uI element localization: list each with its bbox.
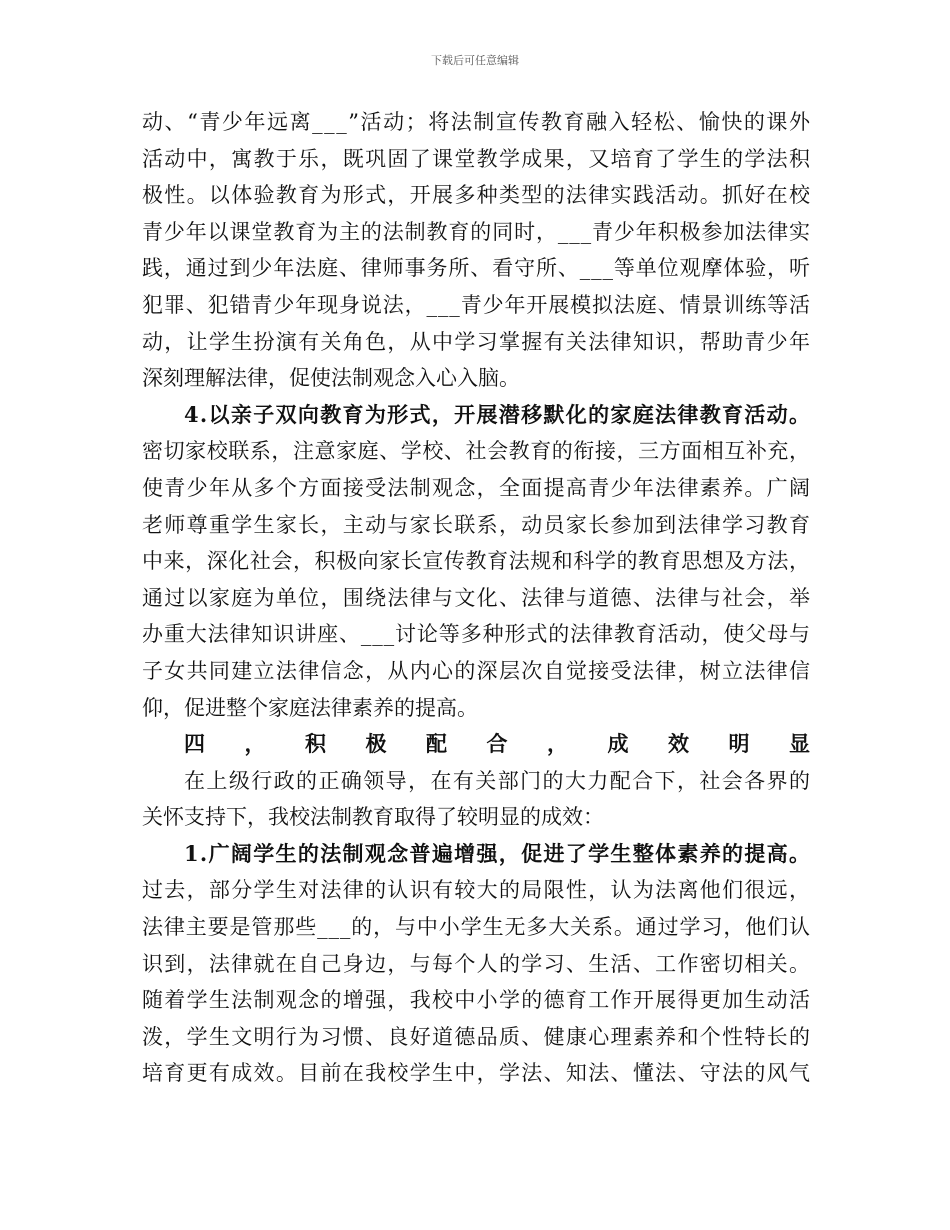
body-text-line: 仰，促进整个家庭法律素养的提高。 <box>142 695 478 720</box>
body-text-line: 过去，部分学生对法律的认识有较大的局限性，认为法离他们很远， <box>142 878 812 903</box>
body-text-line: 法律主要是管那些___的，与中小学生无多大关系。通过学习，他们认 <box>142 915 811 940</box>
body-text-line: 中来，深化社会，积极向家长宣传教育法规和科学的教育思想及方法， <box>142 549 811 574</box>
body-text-line: 青少年以课堂教育为主的法制教育的同时，___青少年积极参加法律实 <box>142 219 811 244</box>
body-text-line: 关怀支持下，我校法制教育取得了较明显的成效： <box>142 805 604 830</box>
body-text-line: 通过以家庭为单位，围绕法律与文化、法律与道德、法律与社会，举 <box>142 585 812 610</box>
section-heading-line: 1.广阔学生的法制观念普遍增强，促进了学生整体素养的提高。 <box>184 840 812 866</box>
body-text-line: 办重大法律知识讲座、___讨论等多种形式的法律教育活动，使父母与 <box>142 622 811 647</box>
body-text-line: 培育更有成效。目前在我校学生中，学法、知法、懂法、守法的风气 <box>142 1061 812 1086</box>
body-text-line: 老师尊重学生家长，主动与家长联系，动员家长参加到法律学习教育 <box>142 512 812 537</box>
body-text-line: 极性。以体验教育为形式，开展多种类型的法律实践活动。抓好在校 <box>142 183 812 208</box>
section-heading-line: 4.以亲子双向教育为形式，开展潜移默化的家庭法律教育活动。 <box>184 401 812 427</box>
body-text-line: 践，通过到少年法庭、律师事务所、看守所、___等单位观摩体验，听 <box>142 256 811 281</box>
body-text-line: 随着学生法制观念的增强，我校中小学的德育工作开展得更加生动活 <box>142 988 812 1013</box>
body-text-line: 犯罪、犯错青少年现身说法，___青少年开展模拟法庭、情景训练等活 <box>142 292 811 317</box>
body-text-line: 泼，学生文明行为习惯、良好道德品质、健康心理素养和个性特长的 <box>142 1024 812 1049</box>
body-text-line: 使青少年从多个方面接受法制观念，全面提高青少年法律素养。广阔 <box>142 475 812 500</box>
body-text-line: 深刻理解法律，促使法制观念入心入脑。 <box>142 366 520 391</box>
section-heading-line: 四，积极配合，成效明显 <box>184 731 850 757</box>
page-header: 下载后可任意编辑 <box>431 54 519 67</box>
document-body <box>142 104 850 1092</box>
body-text-line: 动，让学生扮演有关角色，从中学习掌握有关法律知识，帮助青少年 <box>142 329 812 354</box>
body-text-line: 活动中，寓教于乐，既巩固了课堂教学成果，又培育了学生的学法积 <box>142 146 812 171</box>
body-text-line: 在上级行政的正确领导，在有关部门的大力配合下，社会各界的 <box>184 768 812 793</box>
body-text-line: 动、“青少年远离___”活动；将法制宣传教育融入轻松、愉快的课外 <box>142 110 812 134</box>
body-text-line: 密切家校联系，注意家庭、学校、社会教育的衔接，三方面相互补充， <box>142 439 811 464</box>
body-text-line: 子女共同建立法律信念，从内心的深层次自觉接受法律，树立法律信 <box>142 658 812 683</box>
body-text-line: 识到，法律就在自己身边，与每个人的学习、生活、工作密切相关。 <box>142 951 812 976</box>
